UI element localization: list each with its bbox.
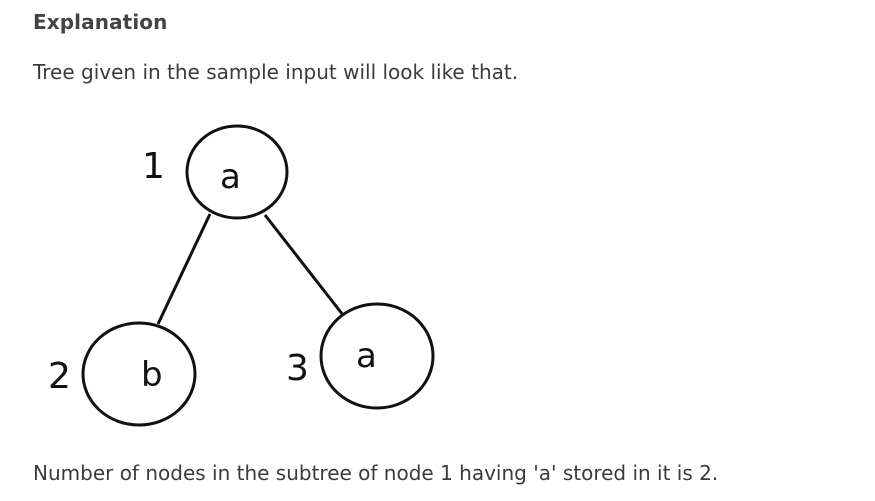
section-heading: Explanation (33, 10, 168, 34)
node-2-id: 2 (48, 356, 71, 397)
intro-text: Tree given in the sample input will look like that. (33, 60, 519, 84)
node-2-circle (83, 323, 195, 425)
edge-1-2 (158, 214, 210, 324)
node-2-value: b (141, 355, 163, 395)
node-3-id: 3 (286, 348, 309, 389)
node-3-circle (321, 304, 433, 408)
node-1-id: 1 (142, 146, 165, 187)
node-1-value: a (220, 157, 241, 197)
edge-1-3 (265, 215, 343, 315)
conclusion-text: Number of nodes in the subtree of node 1 having 'a' stored in it is 2. (33, 461, 719, 485)
node-3-value: a (356, 336, 377, 376)
